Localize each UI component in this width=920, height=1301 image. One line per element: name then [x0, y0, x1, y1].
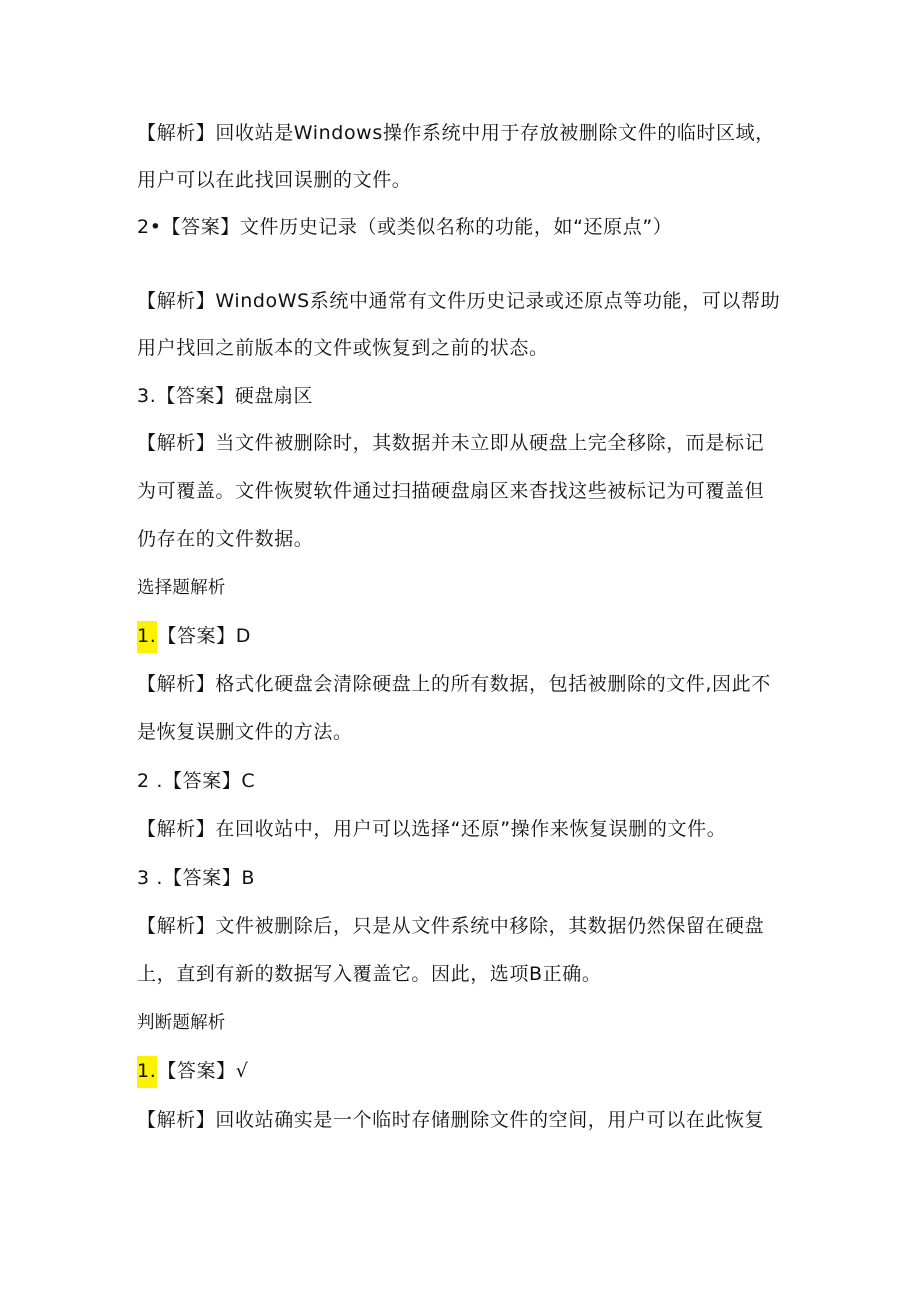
mc-analysis-3-line-2: 上，直到有新的数据写入覆盖它。因此，选项B正确。: [137, 963, 602, 985]
mc-analysis-3-line-1: 【解析】文件被删除后，只是从文件系统中移除，其数据仍然保留在硬盘: [137, 915, 765, 937]
analysis-recycle-bin-line-1: 【解析】回收站是Windows操作系统中用于存放被删除文件的临时区域，: [137, 122, 775, 144]
mc-analysis-2: 【解析】在回收站中，用户可以选择“还原”操作来恢复误删的文件。: [137, 818, 727, 840]
analysis-windows-line-2: 用户找回之前版本的文件或恢复到之前的状态。: [137, 337, 549, 359]
answer-3-disk-sector: 3.【答案】硬盘扇区: [137, 385, 314, 407]
section-heading-true-false: 判断题解析: [137, 1013, 226, 1033]
mc-analysis-1-line-2: 是恢复误删文件的方法。: [137, 721, 353, 743]
analysis-deletion-line-3: 仍存在的文件数据。: [137, 528, 314, 550]
mc-answer-1-text: 【答案】D: [157, 625, 251, 647]
section-heading-multiple-choice: 选择题解析: [137, 578, 226, 598]
tf-analysis-1: 【解析】回收站确实是一个临时存储删除文件的空间，用户可以在此恢复: [137, 1109, 765, 1131]
highlight-mark: 1.: [137, 621, 157, 653]
mc-answer-1: [137, 621, 797, 651]
analysis-windows-line-1: 【解析】WindoWS系统中通常有文件历史记录或还原点等功能，可以帮助: [137, 290, 781, 312]
mc-answer-2: 2 .【答案】C: [137, 770, 256, 792]
tf-answer-1-text: 【答案】√: [157, 1060, 249, 1082]
mc-answer-3: 3 .【答案】B: [137, 867, 256, 889]
analysis-deletion-line-2: 为可覆盖。文件恢熨软件通过扫描硬盘扇区来杳找这些被标记为可覆盖但: [137, 480, 765, 502]
highlight-mark: 1.: [137, 1056, 157, 1088]
mc-analysis-1-line-1: 【解析】格式化硬盘会清除硬盘上的所有数据，包括被删除的文件,因此不: [137, 673, 771, 695]
analysis-deletion-line-1: 【解析】当文件被删除时，其数据并未立即从硬盘上完全移除，而是标记: [137, 432, 765, 454]
tf-answer-1: [137, 1056, 797, 1086]
analysis-recycle-bin-line-2: 用户可以在此找回误删的文件。: [137, 169, 412, 191]
answer-2-file-history: 2•【答案】文件历史记录（或类似名称的功能，如“还原点”）: [137, 216, 673, 238]
